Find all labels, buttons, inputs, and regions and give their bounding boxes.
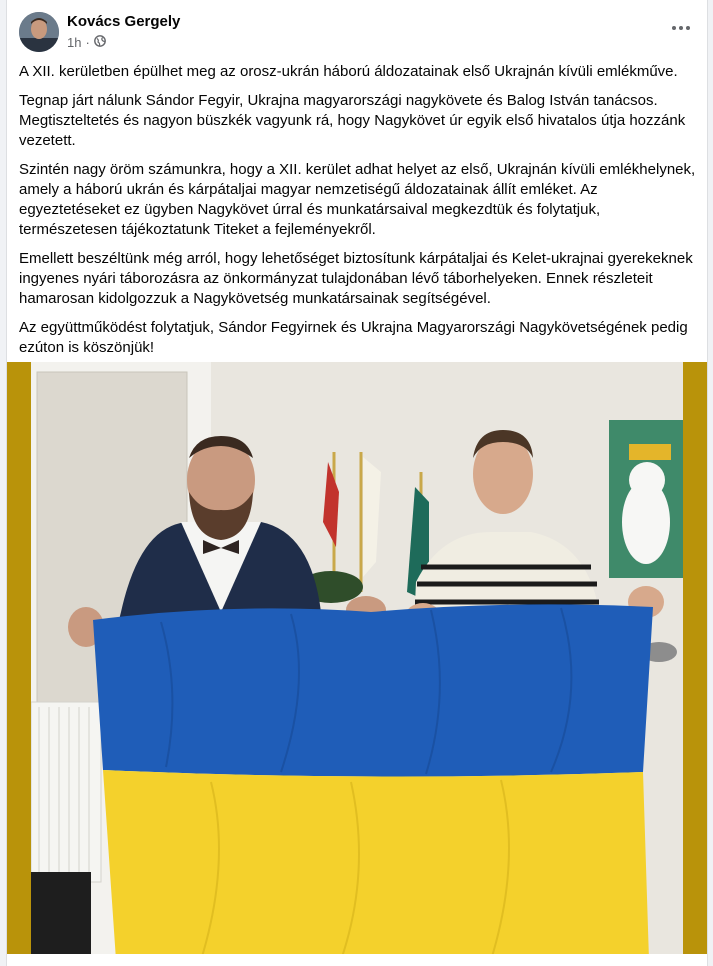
post-card: [6, 0, 708, 966]
author-avatar[interactable]: [19, 12, 59, 52]
post-footer-strip: [7, 954, 707, 966]
more-options-icon[interactable]: [667, 18, 695, 38]
post-paragraph: Tegnap járt nálunk Sándor Fegyir, Ukrajna magyarországi nagykövete és Balog István tanácsos. Megtiszteltetés és nagyon büszkék vagyunk rá, hogy Nagykövet úr egyik első hivatalos útja hozzánk vezetett.: [19, 92, 686, 149]
post-paragraph: Emellett beszéltünk még arról, hogy lehetőséget biztosítunk kárpátaljai és Kelet-ukrajnai gyerekeknek ingyenes nyári táborozásra az önkormányzat tulajdonában lévő táborhelyeken. Ennek részleteit hamarosan kidolgozzuk a Nagykövetség munkatársainak segítségével.: [19, 250, 693, 307]
post-photo[interactable]: [31, 362, 683, 960]
author-name[interactable]: Kovács Gergely: [67, 13, 181, 30]
post-meta: [67, 35, 106, 50]
globe-icon[interactable]: [94, 35, 106, 50]
meta-separator: ·: [85, 35, 90, 50]
post-text: [19, 62, 699, 367]
post-paragraph: Az együttműködést folytatjuk, Sándor Fegyirnek és Ukrajna Magyarországi Nagykövetségének pedig ezúton is köszönjük!: [19, 319, 688, 356]
post-photo-frame: [7, 362, 707, 960]
post-time[interactable]: 1h: [67, 35, 82, 50]
post-paragraph: Szintén nagy öröm számunkra, hogy a XII. kerület adhat helyet az első, Ukrajnán kívüli emlékhelynek, amely a háború ukrán és kárpátaljai magyar nemzetiségű áldozatainak állít emléket. Az egyeztetéseket ez ügyben Nagykövet úrral és munkatársaival megkezdtük és folytatjuk, természetesen tájékoztatunk Titeket a fejleményekről.: [19, 161, 696, 238]
post-paragraph: A XII. kerületben épülhet meg az orosz-ukrán háború áldozatainak első Ukrajnán kívüli emlékműve.: [19, 63, 678, 80]
